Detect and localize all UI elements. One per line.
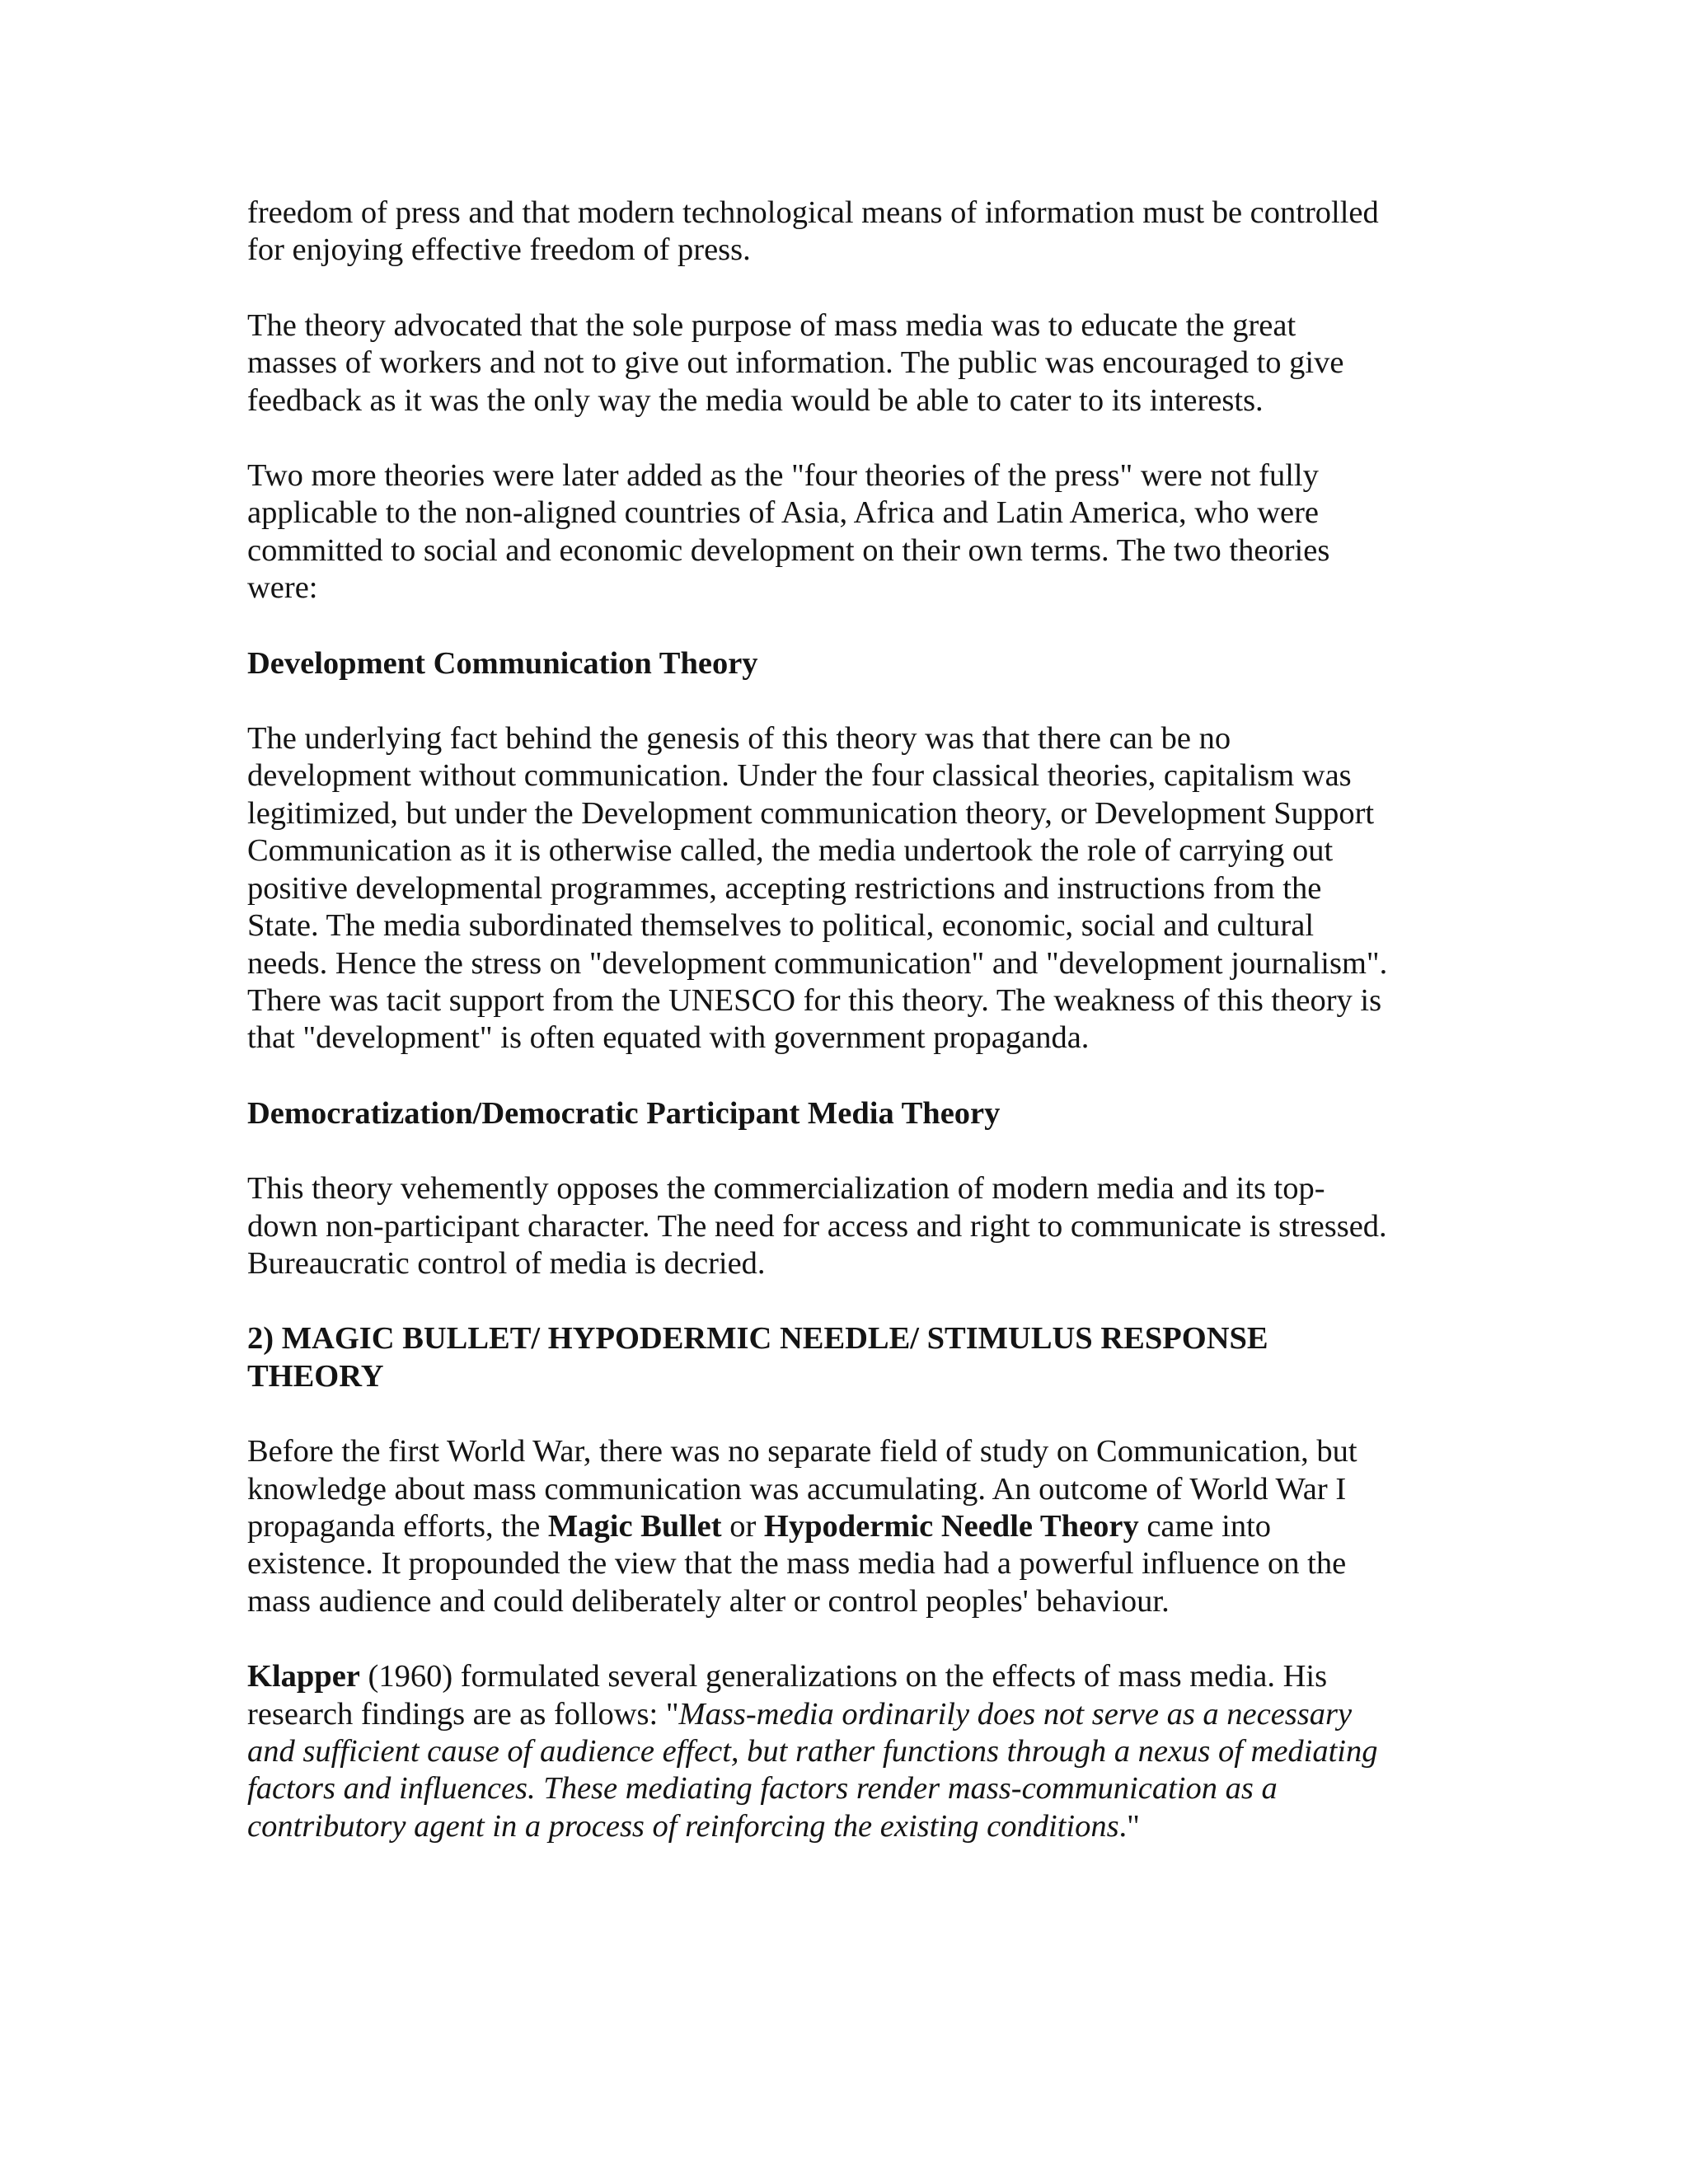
text-line: The theory advocated that the sole purpose of mass media was to educate the great — [247, 307, 1296, 343]
text-line: existence. It propounded the view that the mass media had a powerful influence on the — [247, 1546, 1347, 1582]
paragraph-democratization-theory — [247, 1170, 1442, 1282]
bold-term-magic-bullet: Magic Bullet — [547, 1508, 722, 1544]
text-line: This theory vehemently opposes the commercialization of modern media and its top- — [247, 1171, 1325, 1207]
text-line: State. The media subordinated themselves to political, economic, social and cultural — [247, 908, 1315, 944]
text-line: Communication as it is otherwise called, the media undertook the role of carrying out — [247, 833, 1334, 869]
text-line: masses of workers and not to give out information. The public was encouraged to give — [247, 345, 1344, 381]
italic-quote-line: and sufficient cause of audience effect, but rather functions through a nexus of mediating — [247, 1734, 1378, 1769]
paragraph-theory-advocated — [247, 307, 1442, 419]
paragraph-two-more-theories — [247, 457, 1442, 607]
heading-text: 2) MAGIC BULLET/ HYPODERMIC NEEDLE/ STIMULUS RESPONSE — [247, 1321, 1268, 1357]
text-line: down non-participant character. The need for access and right to communicate is stressed. — [247, 1208, 1387, 1244]
text-run: or — [721, 1508, 764, 1544]
italic-quote-line: factors and influences. These mediating factors render mass-communication as a — [247, 1771, 1278, 1807]
text-line: The underlying fact behind the genesis of this theory was that there can be no — [247, 721, 1231, 757]
text-run: came into — [1138, 1508, 1272, 1544]
text-run: (1960) formulated several generalizations on the effects of mass media. His — [359, 1659, 1328, 1694]
text-run: research findings are as follows: " — [247, 1696, 679, 1732]
text-line: Before the first World War, there was no separate field of study on Communication, but — [247, 1434, 1357, 1469]
text-line — [247, 1658, 1442, 1695]
text-line — [247, 1808, 1442, 1845]
italic-quote: Mass-media ordinarily does not serve as a necessary — [678, 1696, 1353, 1732]
bold-term-klapper: Klapper — [247, 1659, 360, 1694]
text-line: that "development" is often equated with government propaganda. — [247, 1020, 1090, 1056]
text-line: There was tacit support from the UNESCO for this theory. The weakness of this theory is — [247, 982, 1382, 1018]
paragraph-freedom-of-press — [247, 194, 1442, 269]
text-line: Bureaucratic control of media is decried. — [247, 1245, 766, 1281]
text-line — [247, 1696, 1442, 1733]
text-line: were: — [247, 570, 318, 606]
document-page — [247, 194, 1442, 1883]
text-line: for enjoying effective freedom of press. — [247, 232, 751, 268]
paragraph-magic-bullet — [247, 1433, 1442, 1620]
text-line: development without communication. Under the four classical theories, capitalism was — [247, 758, 1352, 794]
text-line: Two more theories were later added as the "four theories of the press" were not fully — [247, 458, 1319, 494]
text-line: needs. Hence the stress on "development communication" and "development journalism". — [247, 945, 1388, 981]
text-line — [247, 1508, 1442, 1545]
heading-text: Development Communication Theory — [247, 645, 758, 681]
text-run: ." — [1118, 1808, 1140, 1844]
text-run: propaganda efforts, the — [247, 1508, 548, 1544]
text-line: freedom of press and that modern technological means of information must be controlled — [247, 195, 1379, 230]
heading-magic-bullet-theory — [247, 1320, 1442, 1395]
bold-term-hypodermic-needle-theory: Hypodermic Needle Theory — [763, 1508, 1139, 1544]
paragraph-development-theory — [247, 720, 1442, 1057]
heading-development-communication-theory — [247, 645, 1442, 682]
heading-democratization-theory — [247, 1095, 1442, 1132]
text-line: positive developmental programmes, accepting restrictions and instructions from the — [247, 870, 1322, 906]
text-line: legitimized, but under the Development communication theory, or Development Support — [247, 795, 1375, 831]
text-line: feedback as it was the only way the media would be able to cater to its interests. — [247, 382, 1264, 418]
heading-text: Democratization/Democratic Participant Media Theory — [247, 1095, 1001, 1131]
text-line: committed to social and economic development on their own terms. The two theories — [247, 532, 1330, 568]
text-line: applicable to the non-aligned countries of Asia, Africa and Latin America, who were — [247, 495, 1319, 531]
italic-quote: contributory agent in a process of reinforcing the existing conditions — [247, 1808, 1119, 1844]
text-line: mass audience and could deliberately alter or control peoples' behaviour. — [247, 1583, 1170, 1619]
text-line: knowledge about mass communication was accumulating. An outcome of World War I — [247, 1471, 1347, 1507]
paragraph-klapper — [247, 1658, 1442, 1845]
heading-text: THEORY — [247, 1358, 384, 1394]
